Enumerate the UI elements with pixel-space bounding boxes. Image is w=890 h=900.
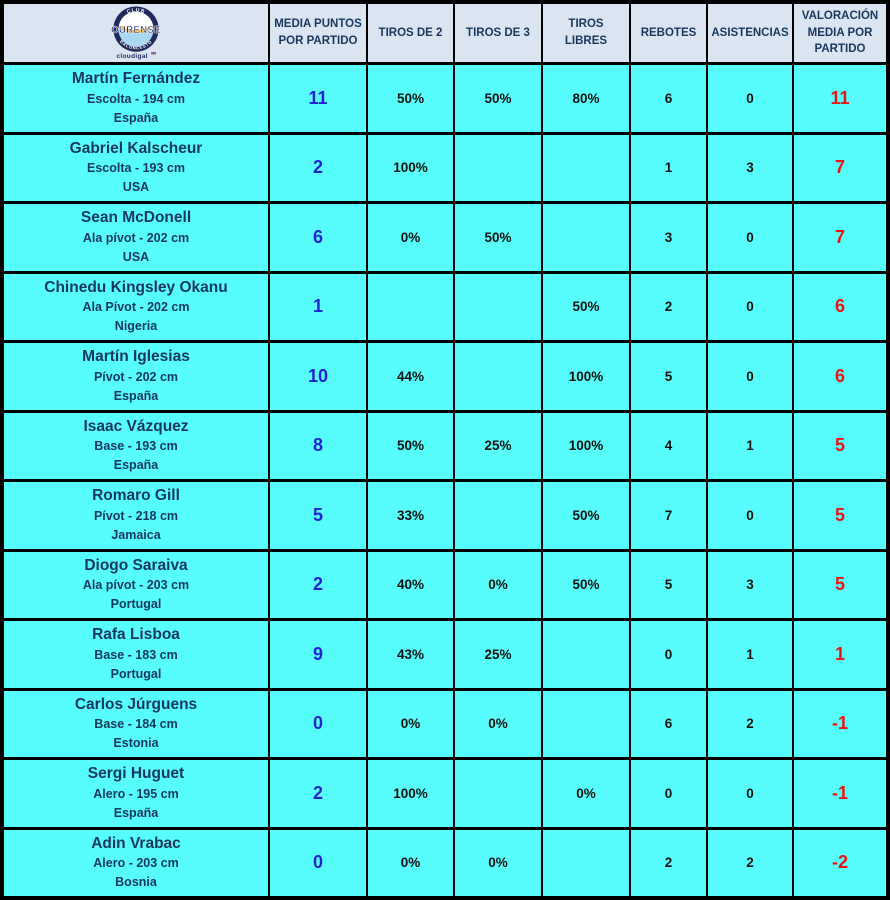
player-name: Gabriel Kalscheur xyxy=(69,139,203,157)
stat-two-point-pct: 40% xyxy=(368,552,453,619)
stat-rebounds: 3 xyxy=(631,204,706,271)
stat-two-point-pct: 100% xyxy=(368,135,453,202)
header-cell-rebotes: REBOTES xyxy=(631,4,706,62)
player-position-height: Base - 183 cm xyxy=(94,647,178,662)
stat-points-per-game: 8 xyxy=(270,413,366,480)
player-country: España xyxy=(113,805,159,820)
stat-assists: 0 xyxy=(708,343,792,410)
stat-rating-per-game: -1 xyxy=(794,691,886,758)
stat-two-point-pct: 50% xyxy=(368,413,453,480)
player-info-cell xyxy=(4,691,268,758)
header-cell-club xyxy=(4,4,268,62)
stat-rebounds: 2 xyxy=(631,830,706,897)
stat-points-per-game: 1 xyxy=(270,274,366,341)
stat-two-point-pct: 0% xyxy=(368,691,453,758)
stat-points-per-game: 5 xyxy=(270,482,366,549)
stat-assists: 0 xyxy=(708,482,792,549)
stat-rating-per-game: 7 xyxy=(794,135,886,202)
player-position-height: Base - 193 cm xyxy=(94,439,178,454)
stat-free-throw-pct xyxy=(543,830,629,897)
player-position-height: Alero - 195 cm xyxy=(93,786,179,801)
player-country: Estonia xyxy=(113,736,159,751)
player-country: Jamaica xyxy=(111,527,161,542)
stat-rebounds: 1 xyxy=(631,135,706,202)
stat-points-per-game: 2 xyxy=(270,552,366,619)
stat-points-per-game: 0 xyxy=(270,830,366,897)
stat-two-point-pct: 44% xyxy=(368,343,453,410)
stat-rebounds: 5 xyxy=(631,552,706,619)
player-name: Martín Iglesias xyxy=(82,348,190,366)
player-position-height: Escolta - 193 cm xyxy=(87,161,185,176)
stat-assists: 2 xyxy=(708,691,792,758)
player-name: Martín Fernández xyxy=(71,70,201,88)
stat-assists: 0 xyxy=(708,760,792,827)
stat-three-point-pct: 0% xyxy=(455,691,541,758)
stat-rebounds: 0 xyxy=(631,760,706,827)
stat-rebounds: 4 xyxy=(631,413,706,480)
stat-three-point-pct: 25% xyxy=(455,413,541,480)
stat-free-throw-pct xyxy=(543,204,629,271)
player-name: Sean McDonell xyxy=(80,209,192,227)
player-stats-table xyxy=(4,4,886,896)
stat-rating-per-game: 7 xyxy=(794,204,886,271)
player-position-height: Ala pívot - 202 cm xyxy=(82,230,190,245)
stat-free-throw-pct xyxy=(543,691,629,758)
stat-three-point-pct: 0% xyxy=(455,830,541,897)
player-info-cell xyxy=(4,760,268,827)
stat-free-throw-pct: 0% xyxy=(543,760,629,827)
stat-rating-per-game: -2 xyxy=(794,830,886,897)
player-name: Carlos Júrguens xyxy=(74,695,198,713)
stat-free-throw-pct: 50% xyxy=(543,482,629,549)
stat-rebounds: 7 xyxy=(631,482,706,549)
stat-rating-per-game: -1 xyxy=(794,760,886,827)
header-cell-asistencias: ASISTENCIAS xyxy=(708,4,792,62)
stat-two-point-pct: 50% xyxy=(368,65,453,132)
stat-three-point-pct xyxy=(455,274,541,341)
player-name: Romaro Gill xyxy=(92,487,180,505)
player-country: USA xyxy=(122,180,150,195)
stat-two-point-pct xyxy=(368,274,453,341)
stat-rebounds: 0 xyxy=(631,621,706,688)
stat-three-point-pct: 0% xyxy=(455,552,541,619)
stat-rating-per-game: 5 xyxy=(794,552,886,619)
player-country: España xyxy=(113,388,159,403)
player-position-height: Ala Pívot - 202 cm xyxy=(82,300,190,315)
player-name: Diogo Saraiva xyxy=(84,556,188,574)
paint-drops-icon: ❜❜❜ xyxy=(150,51,156,60)
stat-free-throw-pct: 100% xyxy=(543,413,629,480)
header-cell-media-puntos: MEDIA PUNTOS POR PARTIDO xyxy=(270,4,366,62)
stat-assists: 0 xyxy=(708,204,792,271)
stat-two-point-pct: 0% xyxy=(368,204,453,271)
svg-text:BALONCESTO: BALONCESTO xyxy=(118,38,154,51)
svg-text:OURENSE: OURENSE xyxy=(111,25,161,37)
stat-free-throw-pct: 50% xyxy=(543,274,629,341)
stat-free-throw-pct: 50% xyxy=(543,552,629,619)
stat-three-point-pct: 25% xyxy=(455,621,541,688)
stat-three-point-pct: 50% xyxy=(455,65,541,132)
stat-rebounds: 6 xyxy=(631,65,706,132)
player-position-height: Ala pívot - 203 cm xyxy=(82,578,190,593)
player-country: Bosnia xyxy=(115,875,157,890)
stat-points-per-game: 6 xyxy=(270,204,366,271)
stat-points-per-game: 11 xyxy=(270,65,366,132)
stat-assists: 0 xyxy=(708,274,792,341)
player-info-cell xyxy=(4,343,268,410)
player-info-cell xyxy=(4,830,268,897)
stat-free-throw-pct: 100% xyxy=(543,343,629,410)
stat-rebounds: 6 xyxy=(631,691,706,758)
player-info-cell xyxy=(4,65,268,132)
player-name: Chinedu Kingsley Okanu xyxy=(44,278,228,296)
stat-points-per-game: 9 xyxy=(270,621,366,688)
player-name: Rafa Lisboa xyxy=(92,626,180,644)
stat-two-point-pct: 100% xyxy=(368,760,453,827)
header-cell-valoracion: VALORACIÓN MEDIA POR PARTIDO xyxy=(794,4,886,62)
stat-rating-per-game: 6 xyxy=(794,343,886,410)
ourense-club-logo-icon xyxy=(108,6,164,54)
stat-three-point-pct: 50% xyxy=(455,204,541,271)
stat-three-point-pct xyxy=(455,482,541,549)
player-position-height: Pívot - 202 cm xyxy=(93,369,179,384)
header-cell-tiros-de-3: TIROS DE 3 xyxy=(455,4,541,62)
player-name: Isaac Vázquez xyxy=(83,417,189,435)
player-position-height: Escolta - 194 cm xyxy=(87,91,185,106)
player-position-height: Base - 184 cm xyxy=(94,717,178,732)
svg-text:CLUB: CLUB xyxy=(126,7,146,16)
stat-assists: 3 xyxy=(708,552,792,619)
player-info-cell xyxy=(4,274,268,341)
logo-sponsor-line xyxy=(117,52,156,60)
player-country: Portugal xyxy=(110,666,162,681)
stat-rating-per-game: 6 xyxy=(794,274,886,341)
player-info-cell xyxy=(4,621,268,688)
player-info-cell xyxy=(4,482,268,549)
stat-two-point-pct: 43% xyxy=(368,621,453,688)
stat-points-per-game: 0 xyxy=(270,691,366,758)
stat-three-point-pct xyxy=(455,760,541,827)
player-position-height: Alero - 203 cm xyxy=(93,856,179,871)
stat-free-throw-pct xyxy=(543,135,629,202)
player-country: Portugal xyxy=(110,597,162,612)
player-info-cell xyxy=(4,135,268,202)
stat-rating-per-game: 5 xyxy=(794,413,886,480)
stat-assists: 2 xyxy=(708,830,792,897)
player-country: España xyxy=(113,458,159,473)
player-info-cell xyxy=(4,204,268,271)
player-country: USA xyxy=(122,249,150,264)
stat-free-throw-pct xyxy=(543,621,629,688)
stat-points-per-game: 2 xyxy=(270,135,366,202)
stat-rebounds: 2 xyxy=(631,274,706,341)
stat-rating-per-game: 11 xyxy=(794,65,886,132)
player-name: Sergi Huguet xyxy=(87,765,185,783)
stat-assists: 1 xyxy=(708,621,792,688)
header-cell-tiros-de-2: TIROS DE 2 xyxy=(368,4,453,62)
stat-free-throw-pct: 80% xyxy=(543,65,629,132)
header-cell-tiros-libres: TIROS LIBRES xyxy=(543,4,629,62)
stat-points-per-game: 10 xyxy=(270,343,366,410)
stat-three-point-pct xyxy=(455,343,541,410)
stat-two-point-pct: 0% xyxy=(368,830,453,897)
stat-three-point-pct xyxy=(455,135,541,202)
stat-assists: 3 xyxy=(708,135,792,202)
player-country: España xyxy=(113,110,159,125)
stat-assists: 0 xyxy=(708,65,792,132)
player-info-cell xyxy=(4,413,268,480)
player-country: Nigeria xyxy=(114,319,158,334)
stat-two-point-pct: 33% xyxy=(368,482,453,549)
stat-rating-per-game: 1 xyxy=(794,621,886,688)
stat-rebounds: 5 xyxy=(631,343,706,410)
stat-assists: 1 xyxy=(708,413,792,480)
player-name: Adin Vrabac xyxy=(91,834,181,852)
player-info-cell xyxy=(4,552,268,619)
sponsor-text: cloudigal xyxy=(116,52,148,60)
stat-rating-per-game: 5 xyxy=(794,482,886,549)
player-position-height: Pívot - 218 cm xyxy=(93,508,179,523)
stat-points-per-game: 2 xyxy=(270,760,366,827)
